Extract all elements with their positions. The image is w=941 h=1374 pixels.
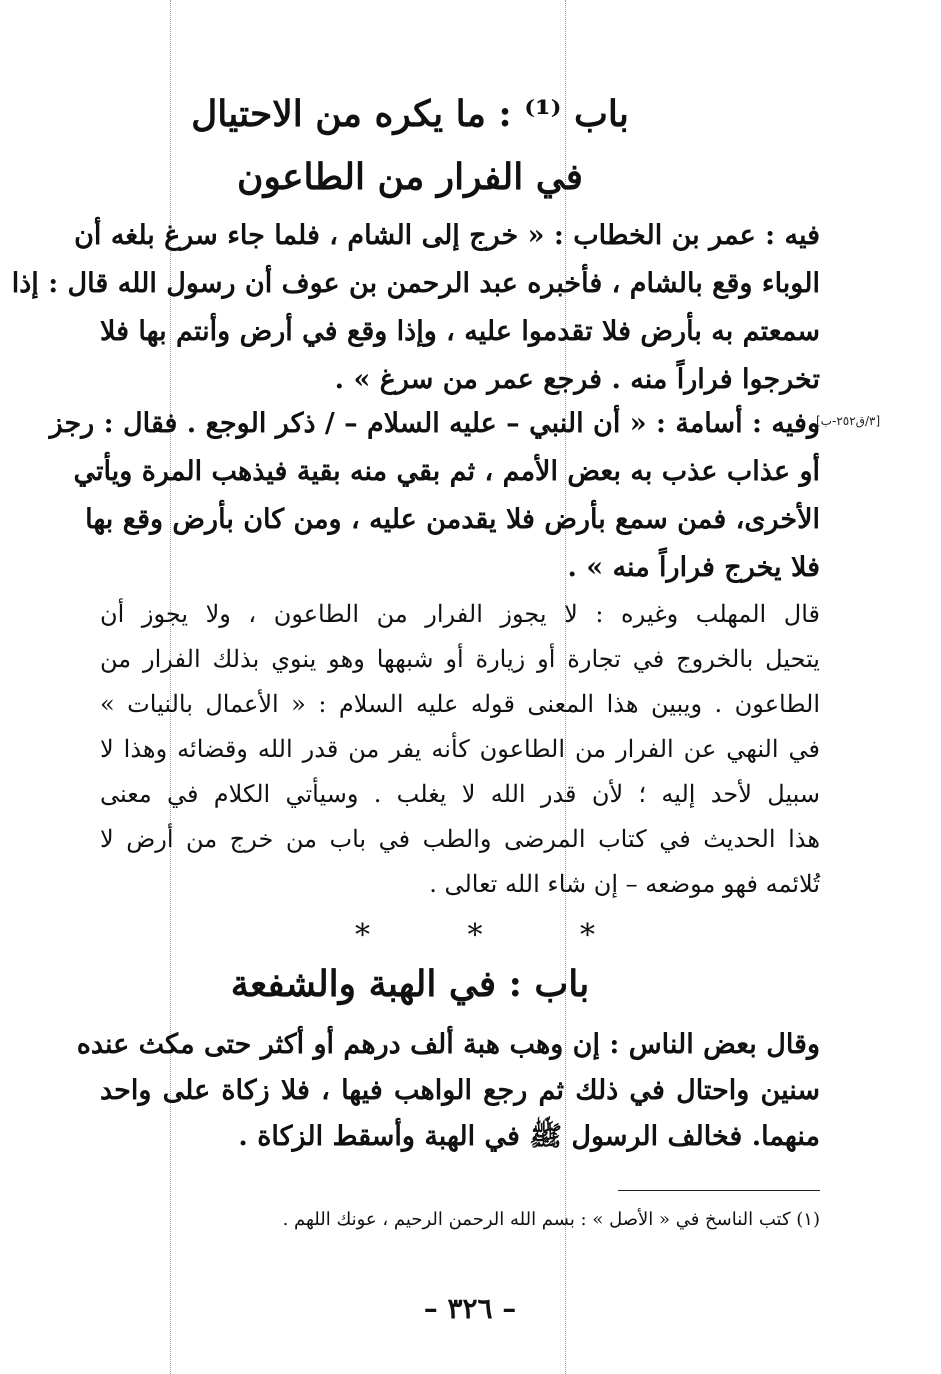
text-line: يتحيل بالخروج في تجارة أو زيارة أو شبهها وهو ينوي بذلك الفرار من: [100, 645, 820, 673]
commentary-paragraph: [100, 592, 820, 907]
text-line: في النهي عن الفرار من الطاعون كأنه يفر من قدر الله وقضائه وهذا لا: [100, 735, 820, 763]
text-line: سمعتم به بأرض فلا تقدموا عليه ، وإذا وقع في أرض وأنتم بها فلا: [100, 316, 820, 347]
section-heading: باب : في الهبة والشفعة: [230, 963, 590, 1005]
section-separator: [355, 918, 595, 953]
text-line: هذا الحديث في كتاب المرضى والطب في باب من خرج من أرض لا: [100, 825, 820, 853]
manuscript-folio-reference: [٣/ق٢٥٢-ب]: [816, 414, 881, 428]
separator-star: *: [580, 918, 595, 953]
text-line: الوباء وقع بالشام ، فأخبره عبد الرحمن بن عوف أن رسول الله قال : إذا: [11, 268, 820, 299]
chapter-subheading: في الفرار من الطاعون: [237, 156, 583, 198]
text-line: أو عذاب عذب به بعض الأمم ، ثم بقي منه بقية فيذهب المرة ويأتي: [73, 456, 820, 487]
page-number: – ٣٢٦ –: [423, 1292, 517, 1325]
text-line: فيه : عمر بن الخطاب : « خرج إلى الشام ، فلما جاء سرغ بلغه أن: [74, 220, 820, 251]
text-line: منهما. فخالف الرسول ﷺ في الهبة وأسقط الزكاة .: [238, 1121, 820, 1152]
text-line: وفيه : أسامة : « أن النبي – عليه السلام – / ذكر الوجع . فقال : رجز: [49, 408, 820, 439]
hadith-paragraph-usama: [49, 400, 820, 592]
text-line: قال المهلب وغيره : لا يجوز الفرار من الطاعون ، ولا يجوز أن: [100, 600, 820, 628]
text-line: الأخرى، فمن سمع بأرض فلا يقدمن عليه ، ومن كان بأرض وقع بها: [85, 504, 820, 535]
text-line: الطاعون . ويبين هذا المعنى قوله عليه السلام : « الأعمال بالنيات »: [100, 690, 820, 718]
text-line: فلا يخرج فراراً منه » .: [567, 552, 820, 583]
footnote: (١) كتب الناسخ في « الأصل » : بسم الله الرحمن الرحيم ، عونك اللهم .: [282, 1209, 820, 1230]
text-line: سبيل لأحد إليه ؛ لأن قدر الله لا يغلب . وسيأتي الكلام في معنى: [100, 780, 820, 808]
text-line: سنين واحتال في ذلك ثم رجع الواهب فيها ، فلا زكاة على واحد: [100, 1075, 820, 1106]
hadith-paragraph-gift: [76, 1022, 820, 1160]
text-line: تخرجوا فراراً منه . فرجع عمر من سرغ » .: [334, 364, 820, 395]
chapter-heading: باب ⁽¹⁾ : ما يكره من الاحتيال: [191, 93, 629, 135]
separator-star: *: [467, 918, 483, 953]
hadith-paragraph-umar: [11, 212, 820, 404]
text-line: تُلائمه فهو موضعه – إن شاء الله تعالى .: [429, 870, 820, 898]
separator-star: *: [355, 918, 370, 953]
text-line: وقال بعض الناس : إن وهب هبة ألف درهم أو أكثر حتى مكث عنده: [76, 1029, 820, 1060]
footnote-divider: [618, 1190, 820, 1191]
